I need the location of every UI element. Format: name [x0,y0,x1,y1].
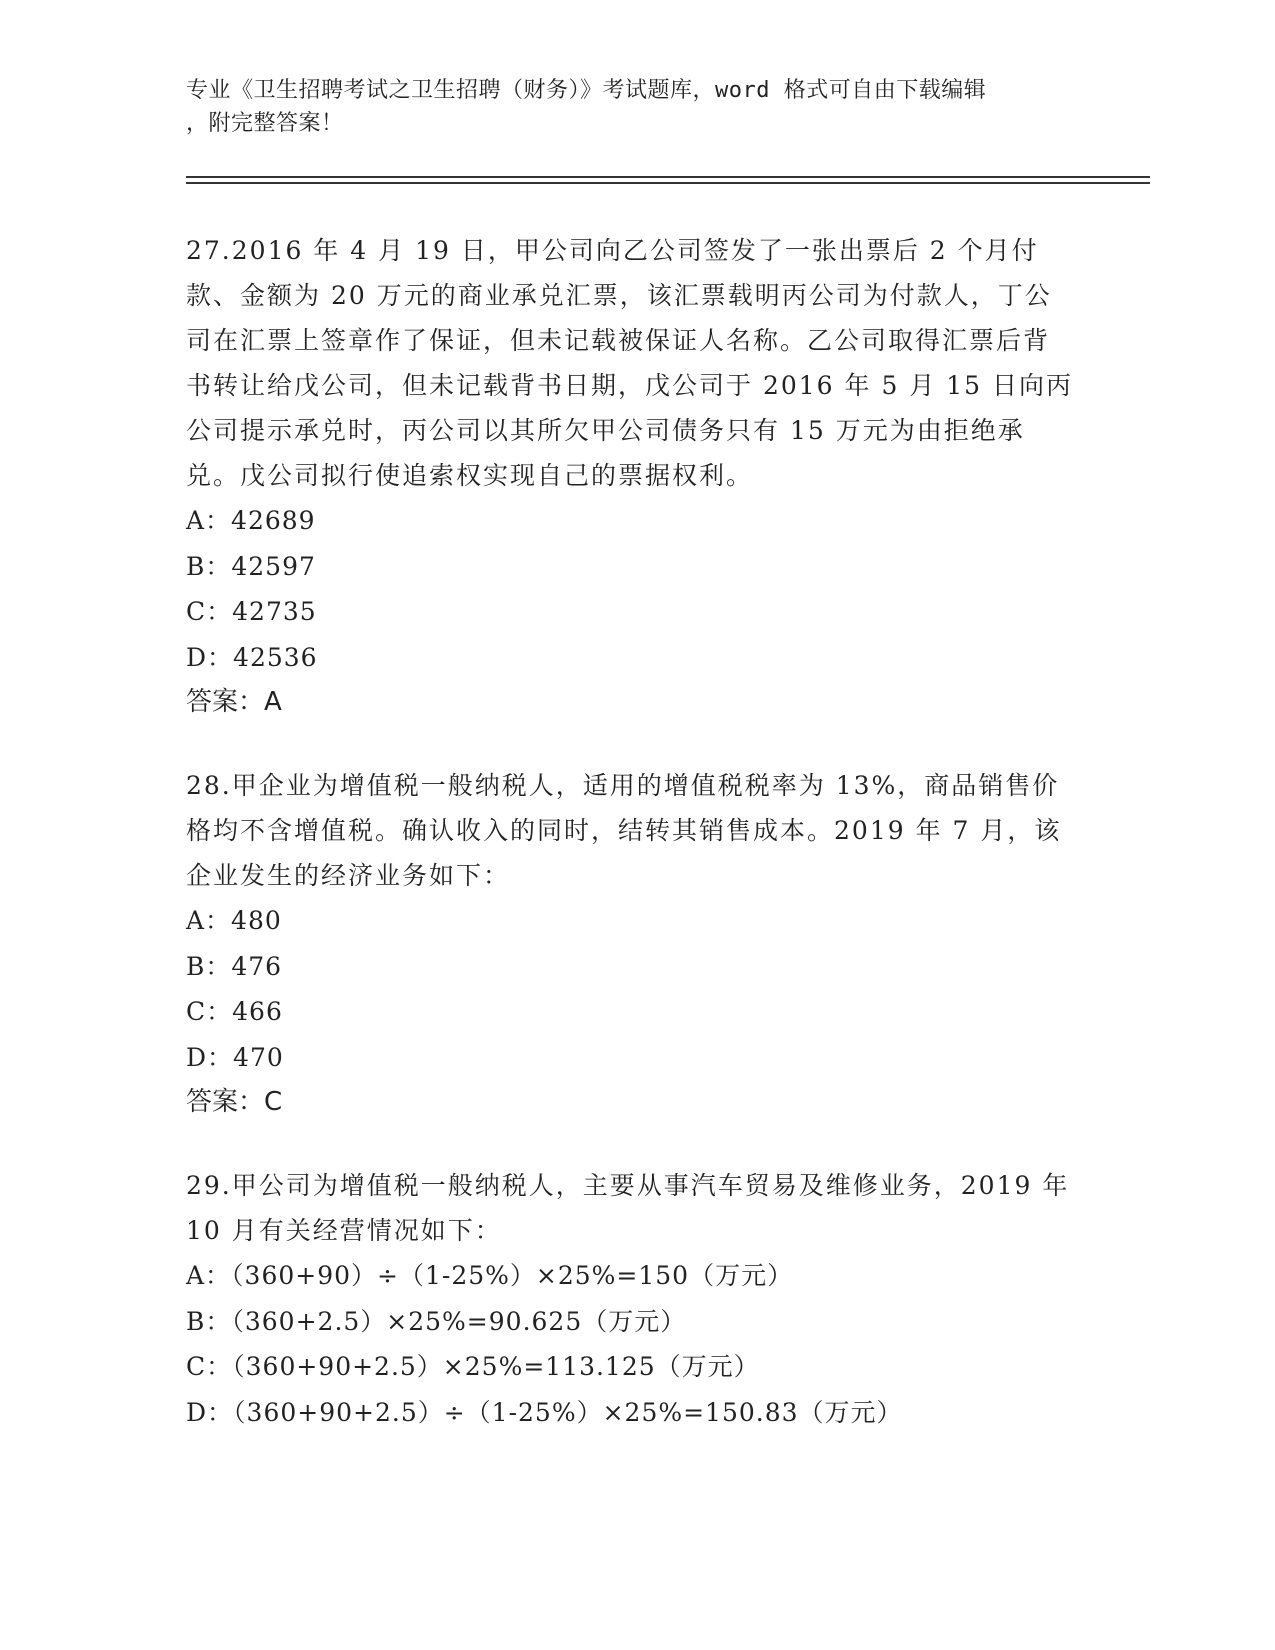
option-b: B：42597 [186,551,316,581]
header-divider-bottom [186,182,1150,184]
question-stem: 27.2016 年 4 月 19 日，甲公司向乙公司签发了一张出票后 2 个月付款、金额为 20 万元的商业承兑汇票，该汇票载明丙公司为付款人，丁公司在汇票上签章作了保证，但未记载被保证人名称。乙公司取得汇票后背书转让给戊公司，但未记载背书日期，戊公司于 2016 年 5 月 15 日向丙公司提示承兑时，丙公司以其所欠甲公司债务只有 15 万元为由拒绝承兑。戊公司拟行使追索权实现自己的票据权利。 [186,236,1074,490]
question-list [186,228,1076,1473]
header-divider-top [186,176,1150,178]
option-b: B：（360+2.5）×25%=90.625（万元） [186,1306,687,1336]
option-c: C：42735 [186,597,317,626]
document-header [186,74,1066,140]
option-b: B：476 [186,951,283,981]
question-27 [186,228,1076,725]
question-stem: 28.甲企业为增值税一般纳税人，适用的增值税税率为 13%，商品销售价格均不含增值税。确认收入的同时，结转其销售成本。2019 年 7 月，该企业发生的经济业务如下： [186,771,1062,890]
option-c: C：466 [186,997,283,1026]
answer-line: 答案：A [186,687,282,717]
option-c: C：（360+90+2.5）×25%=113.125（万元） [186,1352,760,1381]
option-list [186,1253,1076,1435]
option-a: A：（360+90）÷（1-25%）×25%=150（万元） [186,1261,794,1290]
question-28 [186,763,1076,1125]
header-line-1: 专业《卫生招聘考试之卫生招聘（财务）》考试题库，word 格式可自由下载编辑 [186,78,987,103]
answer-line: 答案：C [186,1087,283,1117]
question-29 [186,1163,1076,1435]
option-a: A：42689 [186,506,316,535]
option-d: D：（360+90+2.5）÷（1-25%）×25%=150.83（万元） [186,1397,903,1427]
option-list [186,898,1076,1080]
question-stem: 29.甲公司为增值税一般纳税人，主要从事汽车贸易及维修业务，2019 年 10 月有关经营情况如下： [186,1171,1070,1245]
option-d: D：470 [186,1042,284,1072]
header-line-2: ，附完整答案！ [186,111,344,136]
option-list [186,498,1076,680]
option-a: A：480 [186,906,282,935]
option-d: D：42536 [186,642,318,672]
